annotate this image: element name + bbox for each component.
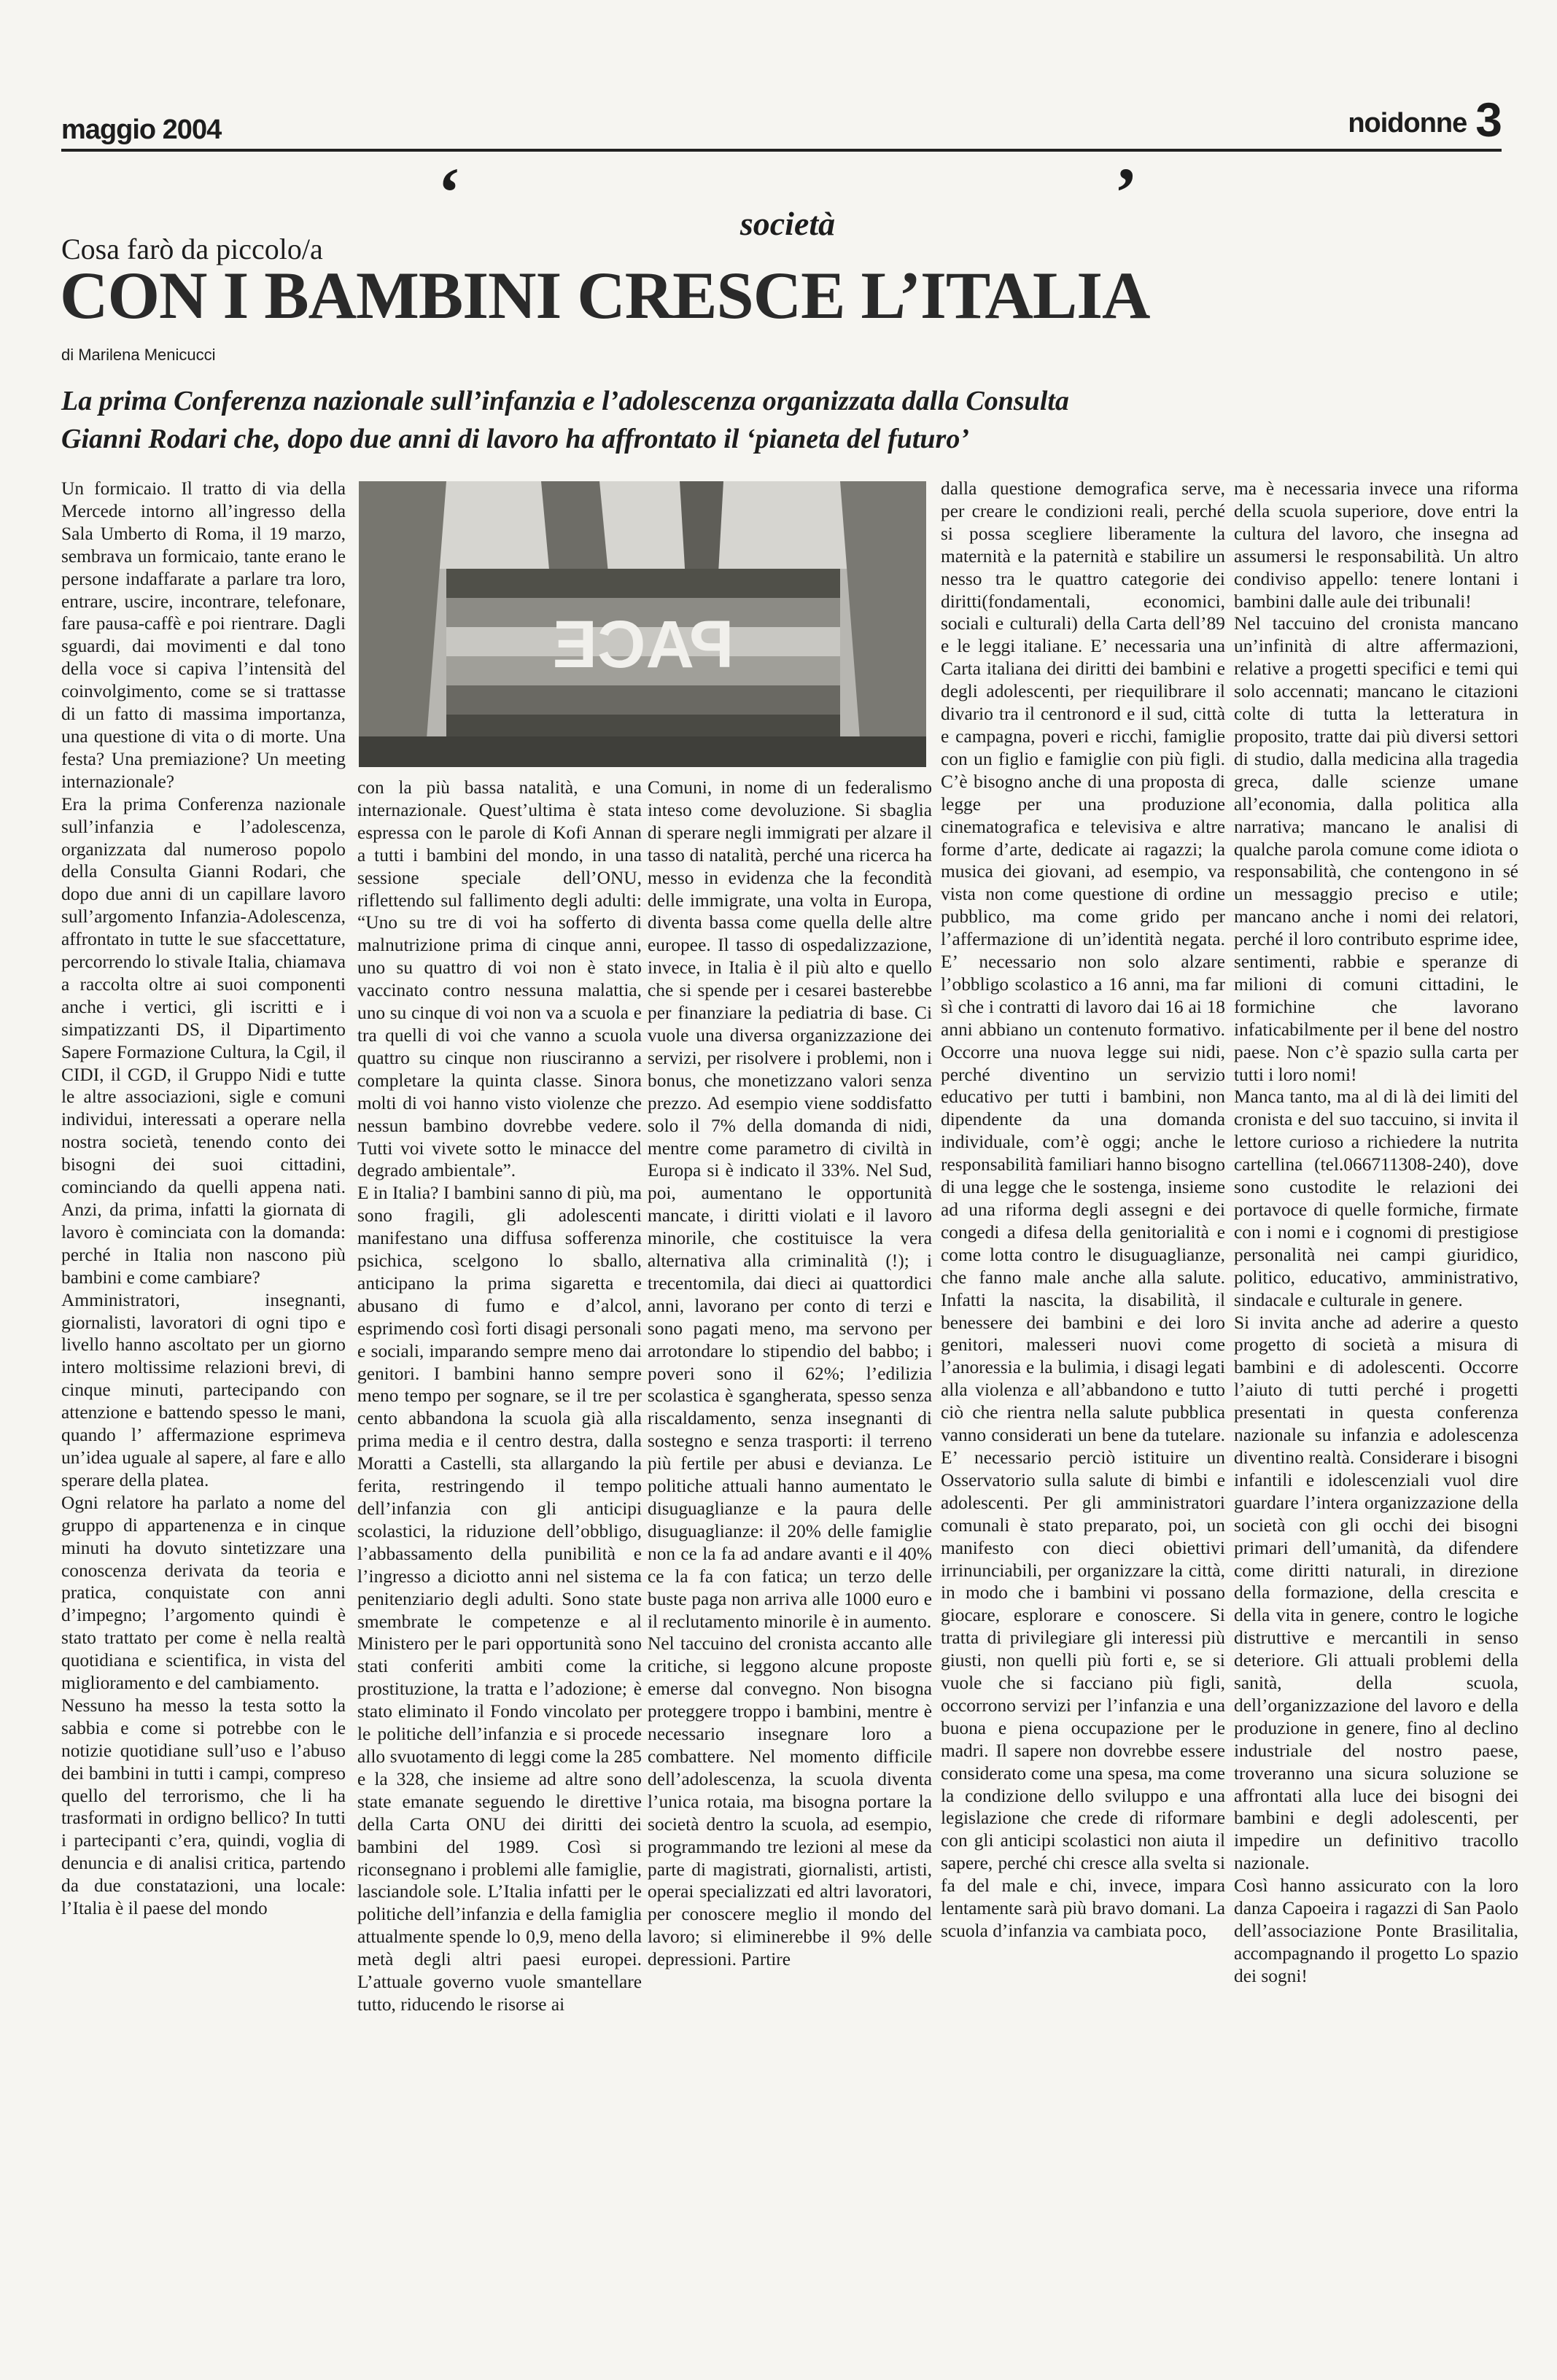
- peace-banner-photo: [359, 481, 926, 767]
- masthead: [61, 93, 1502, 152]
- paragraph: Nel taccuino del cronista accanto alle critiche, si leggono alcune proposte emerse dal convegno. Non bisogna proteggere troppo i bambini, mentre è necessario insegnare loro a combattere. Nel momento difficile dell’adolescenza, la scuola diventa l’unica rotaia, ma bisogna portare la società dentro la scuola, ad esempio, programmando tre lezioni al mese da parte di magistrati, giornalisti, artisti, operai specializzati ed altri lavoratori, per conoscere meglio il mondo del lavoro; si eliminerebbe il 9% delle depressioni. Partire: [648, 1633, 932, 1970]
- paragraph: Manca tanto, ma al di là dei limiti del cronista e del suo taccuino, si invita il lettore curioso a richiedere la nutrita cartellina (tel.066711308-240), dove sono custodite le relazioni dei portavoce di quelle formiche, firmate con i nomi e i cognomi di prestigiose personalità nei campi giuridico, politico, educativo, amministrativo, sindacale e culturale in genere.: [1234, 1086, 1518, 1310]
- paragraph: Così hanno assicurato con la loro danza Capoeira i ragazzi di San Paolo dell’associazione Ponte Brasilitalia, accompagnando il progetto Lo spazio dei sogni!: [1234, 1875, 1518, 1986]
- article-column-2: [357, 777, 642, 2344]
- magazine-brand: [1348, 92, 1502, 147]
- open-quote-mark: ‘: [438, 153, 461, 231]
- article-column-5: [1234, 478, 1518, 2344]
- article-column-4: [941, 478, 1225, 2344]
- paragraph: Comuni, in nome di un federalismo inteso come devoluzione. Si sbaglia di sperare negli immigrati per alzare il tasso di natalità, perché una ricerca ha messo in evidenza che la fecondità delle immigrate, una volta in Europa, diventa bassa come quella delle altre europee. Il tasso di ospedalizzazione, invece, in Italia è il più alto e quello che si spende per i cesarei basterebbe per finanziare la pediatria di base. Ci vuole una diversa organizzazione dei servizi, per risolvere i problemi, non i bonus, che monetizzano valori senza prezzo. Ad esempio viene soddisfatto solo il 7% della domanda di nidi, mentre come parametro di civiltà in Europa si è indicato il 33%. Nel Sud, poi, aumentano le opportunità mancate, i diritti violati e il lavoro minorile, che costituisce la vera alternativa alla criminalità (!); i trecentomila, dai dieci ai quattordici anni, lavorano per conto di terzi e sono pagati meno, ma servono per arrotondare lo stipendio del babbo; i poveri sono il 62%; l’edilizia scolastica è sgangherata, spesso senza riscaldamento, senza insegnanti di sostegno e senza trasporti: il terreno più fertile per abusi e devianza. Le politiche attuali hanno aumentato le disuguaglianze e la paura delle disuguaglianze: il 20% delle famiglie non ce la fa ad andare avanti e il 40% ce la fa con fatica; un terzo delle buste paga non arriva alle 1000 euro e il reclutamento minorile è in aumento.: [648, 777, 932, 1632]
- brand-name: noidonne: [1348, 108, 1467, 139]
- paragraph: Era la prima Conferenza nazionale sull’infanzia e l’adolescenza, organizzata dal numeroso popolo della Consulta Gianni Rodari, che dopo due anni di un capillare lavoro sull’argomento Infanzia-Adolescenza, affrontato in tutte le sue sfaccettature, percorrendo lo stivale Italia, chiamava a raccolta oltre ai suoi componenti anche i vertici, gli iscritti e i simpatizzanti DS, il Dipartimento Sapere Formazione Cultura, la Cgil, il CIDI, il CGD, il Gruppo Nidi e tutte le altre associazioni, sigle e comuni individui, interessati a operare nella nostra società, tenendo conto dei bisogni dei suoi cittadini, cominciando da quelli appena nati. Anzi, da prima, infatti la giornata di lavoro è cominciata con la domanda: perché in Italia non nascono più bambini e come cambiare?: [61, 793, 346, 1288]
- paragraph: ma è necessaria invece una riforma della scuola superiore, dove entri la cultura del lavoro, che insegna ad assumersi le responsabilità. Un altro condiviso appello: tenere lontani i bambini dalle aule dei tribunali!: [1234, 478, 1518, 612]
- paragraph: dalla questione demografica serve, per creare le condizioni reali, perché si possa scegliere liberamente la maternità e la paternità e stabilire un nesso tra le quattro categorie dei diritti(fondamentali, economici, sociali e culturali) della Carta dell’89 e le leggi italiane. E’ necessaria una Carta italiana dei diritti dei bambini e degli adolescenti, per riequilibrare il divario tra il centronord e il sud, città e campagna, poveri e ricchi, famiglie con un figlio e famiglie con più figli. C’è bisogno anche di una proposta di legge per una produzione cinematografica e televisiva e altre forme d’arte, dedicate ai ragazzi; la musica dei giovani, ad esempio, va vista non come questione di ordine pubblico, ma come grido per l’affermazione di un’identità negata. E’ necessario non solo alzare l’obbligo scolastico a 16 anni, ma far sì che i contratti di lavoro dai 16 ai 18 anni abbiano un contenuto formativo. Occorre una nuova legge sui nidi, perché diventino un servizio educativo per tutti i bambini, non dipendente da una domanda individuale, com’è oggi; anche le responsabilità familiari hanno bisogno di una legge che le sostenga, insieme ad una riforma degli assegni e dei congedi a difesa della genitorialità e come lotta contro le disuguaglianze, che fanno male anche alla salute. Infatti la nascita, la disabilità, il benessere dei bambini e dei loro genitori, malesseri nuovi come l’anoressia e la bulimia, i disagi legati alla violenza e all’abbandono e tutto ciò che rientra nella salute pubblica vanno considerati un bene da tutelare. E’ necessario perciò istituire un Osservatorio sulla salute di bimbi e adolescenti. Per gli amministratori comunali è stato preparato, poi, un manifesto con dieci obiettivi irrinunciabili, per organizzare la città, in modo che i bambini vi possano giocare, esplorare e conoscere. Si tratta di privilegiare gli interessi più giusti, non quelli più forti e, se si vuole che si facciano più figli, occorrono servizi per l’infanzia e una buona e piena occupazione per le madri. Il sapere non dovrebbe essere considerato come una spesa, ma come la condizione dello sviluppo e una legislazione che crede di riformare con gli anticipi scolastici non aiuta il sapere, perché chi cresce alla svelta si fa del male e chi, invece, impara lentamente sarà più bravo domani. La scuola d’infanzia va cambiata poco,: [941, 478, 1225, 1941]
- article-headline: CON I BAMBINI CRESCE L’ITALIA: [60, 258, 1150, 332]
- paragraph: E in Italia? I bambini sanno di più, ma sono fragili, gli adolescenti manifestano una diffusa sofferenza psichica, scelgono lo sballo, anticipano la prima sigaretta e abusano di fumo e d’alcol, esprimendo così forti disagi personali e sociali, imparando sempre meno dai genitori. I bambini hanno sempre meno tempo per sognare, se il tre per cento abbandona la scuola già alla prima media e il centro destra, dalla Moratti a Castelli, sta allargando la ferita, restringendo il tempo dell’infanzia con gli anticipi scolastici, la riduzione dell’obbligo, l’abbassamento della punibilità e l’ingresso a diciotto anni nel sistema penitenziario degli adulti. Sono state smembrate le competenze e al Ministero per le pari opportunità sono stati conferiti ambiti come la prostituzione, la tratta e l’adozione; è stato eliminato il Fondo vincolato per le politiche dell’infanzia e si procede allo svuotamento di leggi come la 285 e la 328, che insieme ad altre sono state emanate seguendo le direttive della Carta ONU dei diritti dei bambini del 1989. Così si riconsegnano i problemi alle famiglie, lasciandole sole. L’Italia infatti per le politiche dell’infanzia e della famiglia attualmente spende lo 0,9, meno della metà degli altri paesi europei. L’attuale governo vuole smantellare tutto, riducendo le risorse ai: [357, 1183, 642, 2015]
- standfirst-line-2: Gianni Rodari che, dopo due anni di lavoro ha affrontato il ‘pianeta del futuro’: [61, 424, 970, 454]
- article-photo: [359, 481, 926, 767]
- standfirst-line-1: La prima Conferenza nazionale sull’infanzia e l’adolescenza organizzata dalla Consulta: [61, 386, 1069, 416]
- paragraph: Un formicaio. Il tratto di via della Mercede intorno all’ingresso della Sala Umberto di Roma, il 19 marzo, sembrava un formicaio, tante erano le persone indaffarate a parlare tra loro, entrare, uscire, incontrare, telefonare, fare pausa-caffè e poi rientrare. Dagli sguardi, dai movimenti e dal tono della voce si capiva l’intensità del coinvolgimento, come se si trattasse di un fatto di massima importanza, una questione di vita o di morte. Una festa? Una premiazione? Un meeting internazionale?: [61, 478, 346, 792]
- paragraph: con la più bassa natalità, e una internazionale. Quest’ultima è stata espressa con le parole di Kofi Annan a tutti i bambini del mondo, in una sessione speciale dell’ONU, riflettendo sul fallimento degli adulti: “Uno su tre di voi ha sofferto di malnutrizione prima di cinque anni, uno su quattro di voi non è stato vaccinato contro nessuna malattia, uno su cinque di voi non va a scuola e tra quelli di voi che vanno a scuola quattro su cinque non riusciranno a completare la quinta classe. Sinora molti di voi hanno visto violenze che nessun bambino dovrebbe vedere. Tutti voi vivete sotto le minacce del degrado ambientale”.: [357, 777, 642, 1181]
- article-column-1: [61, 478, 346, 2344]
- issue-date: maggio 2004: [61, 114, 222, 145]
- section-header: [438, 153, 1138, 242]
- article-standfirst: [61, 382, 1491, 458]
- paragraph: Amministratori, insegnanti, giornalisti, lavoratori di ogni tipo e livello hanno ascoltato per un giorno intero moltissime relazioni brevi, di cinque minuti, partecipando con attenzione e battendo spesso le mani, quando l’ affermazione esprimeva un’idea uguale al sapere, al fare e allo sperare della platea.: [61, 1289, 346, 1490]
- section-label: società: [739, 205, 836, 242]
- close-quote-mark: ’: [1114, 153, 1138, 231]
- banner-text: PACE: [552, 607, 734, 682]
- paragraph: Si invita anche ad aderire a questo progetto di società a misura di bambini e di adolescenti. Occorre l’aiuto di tutti perché i progetti presentati in questa conferenza nazionale su infanzia e adolescenza diventino realtà. Considerare i bisogni infantili e idolescenziali vuol dire guardare l’intera organizzazione della società con gli occhi dei bisogni primari dell’umanità, da difendere come diritti naturali, in direzione della formazione, della crescita e della vita in genere, contro le logiche distruttive e mercantili in senso deteriore. Gli attuali problemi della sanità, della scuola, dell’organizzazione del lavoro e della produzione in genere, fino al declino industriale del nostro paese, troveranno una sicura soluzione se affrontati alla luce dei bisogni dei bambini e degli adolescenti, per impedire un definitivo tracollo nazionale.: [1234, 1312, 1518, 1874]
- article-column-3: [648, 777, 932, 2344]
- paragraph: Nessuno ha messo la testa sotto la sabbia e come si potrebbe con le notizie quotidiane sull’uso e l’abuso dei bambini in tutti i campi, compreso quello del terrorismo, che li ha trasformati in ordigno bellico? In tutti i partecipanti c’era, quindi, voglia di denuncia e di analisi critica, partendo da due constatazioni, una locale: l’Italia è il paese del mondo: [61, 1695, 346, 1919]
- article-byline: di Marilena Menicucci: [61, 346, 216, 364]
- page-number: 3: [1475, 93, 1502, 147]
- article-kicker: Cosa farò da piccolo/a: [61, 233, 323, 265]
- paragraph: Nel taccuino del cronista mancano un’infinità di altre affermazioni, relative a progetti specifici e temi qui solo accennati; mancano le citazioni colte di tutta la letteratura in proposito, tratte dai più diversi settori di studio, dalla medicina alla tragedia greca, dalle scienze umane all’economia, dalla politica alla narrativa; mancano le analisi di qualche parola comune come idiota o responsabilità, che contengono in sé un messaggio preciso e utile; mancano anche i nomi dei relatori, perché il loro contributo esprime idee, sentimenti, rabbie e speranze di milioni di comuni cittadini, le formichine che lavorano infaticabilmente per il bene del nostro paese. Non c’è spazio sulla carta per tutti i loro nomi!: [1234, 613, 1518, 1085]
- paragraph: Ogni relatore ha parlato a nome del gruppo di appartenenza e in cinque minuti ha dovuto sintetizzare una conoscenza derivata da teoria e pratica, conquistate con anni d’impegno; l’argomento quindi è stato trattato per come è nella realtà quotidiana e scientifica, in vista del miglioramento e del cambiamento.: [61, 1492, 346, 1694]
